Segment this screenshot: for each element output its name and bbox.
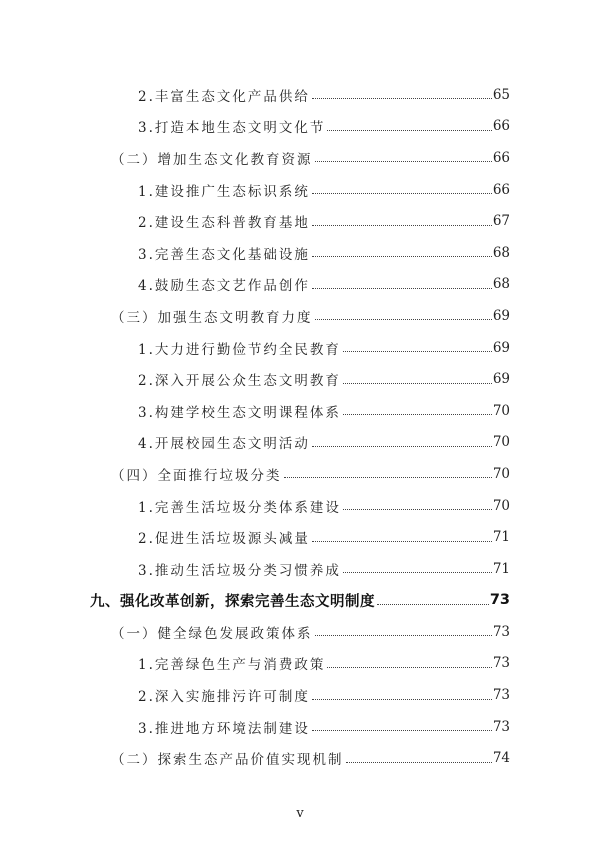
toc-entry-title: （二）增加生态文化教育资源: [111, 148, 314, 168]
toc-entry[interactable]: [0, 616, 600, 648]
toc-entry[interactable]: [0, 237, 600, 269]
toc-entry-page: 67: [492, 213, 510, 230]
toc-entry-page: 73: [492, 687, 510, 704]
toc-entry-title: 2.深入实施排污许可制度: [138, 685, 311, 705]
toc-entry-title: （四）全面推行垃圾分类: [111, 464, 283, 484]
toc-entry-page: 71: [492, 529, 510, 546]
dot-leader: [343, 351, 492, 352]
toc-entry[interactable]: [0, 679, 600, 711]
toc-entry[interactable]: [0, 269, 600, 301]
dot-leader: [312, 288, 492, 289]
toc-entry-title: 1.完善绿色生产与消费政策: [138, 653, 326, 673]
toc-entry-page: 65: [492, 86, 510, 103]
toc-entry-page: 69: [492, 307, 510, 324]
toc-entry-page: 74: [492, 750, 510, 767]
dot-leader: [343, 509, 492, 510]
toc-entry[interactable]: [0, 174, 600, 206]
toc-entry-title: 3.构建学校生态文明课程体系: [138, 401, 342, 421]
toc-entry-page: 73: [492, 623, 510, 640]
toc-entry[interactable]: [0, 111, 600, 143]
toc-entry-page: 66: [492, 118, 510, 135]
toc-entry-page: 68: [492, 244, 510, 261]
toc-entry[interactable]: [0, 553, 600, 585]
toc-entry[interactable]: [0, 521, 600, 553]
toc-entry[interactable]: [0, 742, 600, 774]
toc-entry[interactable]: [0, 300, 600, 332]
toc-entry[interactable]: [0, 205, 600, 237]
toc-entry-page: 70: [492, 434, 510, 451]
toc-entry[interactable]: [0, 142, 600, 174]
dot-leader: [343, 572, 492, 573]
dot-leader: [327, 667, 491, 668]
page-number: v: [296, 806, 304, 821]
dot-leader: [346, 762, 492, 763]
toc-entry[interactable]: [0, 363, 600, 395]
toc-entry-page: 70: [492, 465, 510, 482]
dot-leader: [312, 699, 492, 700]
dot-leader: [343, 383, 492, 384]
dot-leader: [312, 730, 492, 731]
toc-entry-title: 1.大力进行勤俭节约全民教育: [138, 338, 342, 358]
toc-entry-title: 4.鼓励生态文艺作品创作: [138, 274, 311, 294]
dot-leader: [312, 541, 492, 542]
toc-entry-title: 2.丰富生态文化产品供给: [138, 85, 311, 105]
toc-entry-title: 1.建设推广生态标识系统: [138, 180, 311, 200]
toc-entry-page: 71: [492, 560, 510, 577]
toc-entry-title: 2.促进生活垃圾源头减量: [138, 527, 311, 547]
toc-entry-title: 3.完善生态文化基础设施: [138, 243, 311, 263]
toc-entry-page: 66: [492, 149, 510, 166]
toc-entry-title: 4.开展校园生态文明活动: [138, 432, 311, 452]
toc-entry[interactable]: [0, 458, 600, 490]
toc-entry-page: 66: [492, 181, 510, 198]
dot-leader: [315, 635, 492, 636]
toc-entry-title: （一）健全绿色发展政策体系: [111, 622, 314, 642]
toc-entry-title: （三）加强生态文明教育力度: [111, 306, 314, 326]
toc-entry-page: 68: [492, 276, 510, 293]
toc-entry-page: 69: [492, 371, 510, 388]
toc-entry[interactable]: [0, 711, 600, 743]
toc-entry[interactable]: [0, 79, 600, 111]
dot-leader: [327, 130, 491, 131]
toc-entry-page: 73: [492, 718, 510, 735]
dot-leader: [312, 446, 492, 447]
dot-leader: [312, 98, 492, 99]
dot-leader: [284, 477, 492, 478]
toc-entry-title: 2.建设生态科普教育基地: [138, 211, 311, 231]
toc-entry-page: 69: [492, 339, 510, 356]
toc-entry-page: 73: [489, 592, 510, 609]
toc-entry[interactable]: [0, 585, 600, 617]
toc-entry[interactable]: [0, 490, 600, 522]
dot-leader: [312, 256, 492, 257]
toc-entry-title: 1.完善生活垃圾分类体系建设: [138, 496, 342, 516]
toc-entry-page: 70: [492, 402, 510, 419]
toc-entry-title: 3.推进地方环境法制建设: [138, 717, 311, 737]
toc-entry[interactable]: [0, 648, 600, 680]
toc-entry-title: 3.打造本地生态文明文化节: [138, 116, 326, 136]
toc-entry-title: （二）探索生态产品价值实现机制: [111, 748, 345, 768]
toc-entry[interactable]: [0, 427, 600, 459]
toc-entry-title: 九、强化改革创新，探索完善生态文明制度: [90, 590, 376, 611]
dot-leader: [312, 193, 492, 194]
toc-entry-title: 3.推动生活垃圾分类习惯养成: [138, 559, 342, 579]
toc-entry[interactable]: [0, 395, 600, 427]
dot-leader: [315, 161, 492, 162]
dot-leader: [343, 414, 492, 415]
toc-entry[interactable]: [0, 332, 600, 364]
toc-entry-title: 2.深入开展公众生态文明教育: [138, 369, 342, 389]
toc-entry-page: 73: [492, 655, 510, 672]
dot-leader: [377, 604, 489, 605]
dot-leader: [312, 225, 492, 226]
table-of-contents: [0, 79, 600, 774]
toc-entry-page: 70: [492, 497, 510, 514]
dot-leader: [315, 319, 492, 320]
